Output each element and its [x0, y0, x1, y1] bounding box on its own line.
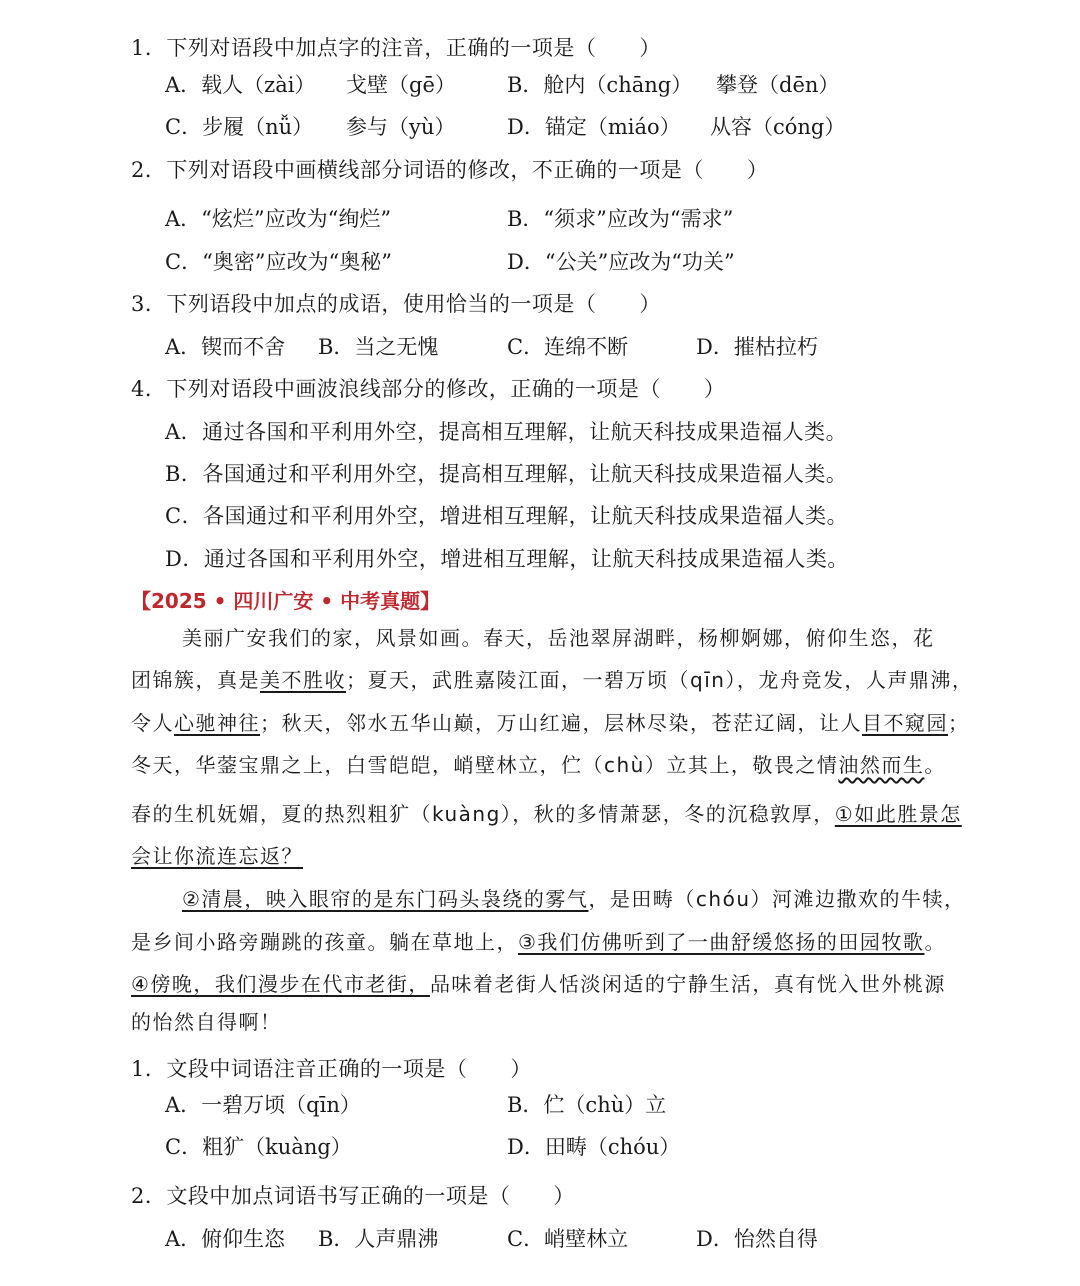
passage-p2-line4: 的怡然自得啊！: [131, 1010, 282, 1034]
q1-option-d2: 从容（cóng）: [710, 115, 846, 139]
passage-p1-line4: 冬天，华蓥宝鼎之上，白雪皑皑，峭壁林立，伫（chù）立其上，敬畏之情油然而生。: [131, 753, 946, 777]
q1-option-c2: 参与（yù）: [346, 115, 456, 139]
question-4-stem: 4．下列对语段中画波浪线部分的修改，正确的一项是（ ）: [131, 377, 726, 401]
s2-q2-option-d: D．怡然自得: [696, 1227, 818, 1251]
q3-option-d: D．摧枯拉朽: [696, 335, 818, 359]
q3-option-a: A．锲而不舍: [165, 335, 286, 359]
q1-option-d: D．锚定（miáo）: [507, 115, 681, 139]
q2-option-a: A．“炫烂”应改为“绚烂”: [165, 207, 392, 231]
s2-q1-option-c: C．粗犷（kuàng）: [165, 1135, 352, 1159]
q1-option-a2: 戈壁（gē）: [346, 73, 456, 97]
section2-question-1-stem: 1．文段中词语注音正确的一项是（ ）: [131, 1057, 532, 1081]
s2-q1-option-d: D．田畴（chóu）: [507, 1135, 681, 1159]
passage-p1-line6: 会让你流连忘返？: [131, 844, 303, 868]
q3-option-b: B．当之无愧: [318, 335, 439, 359]
q4-option-c: C．各国通过和平利用外空，增进相互理解，让航天科技成果造福人类。: [165, 504, 849, 528]
passage-p2-line3: ④傍晚，我们漫步在代市老街，品味着老街人恬淡闲适的宁静生活，真有恍入世外桃源: [131, 972, 946, 996]
q2-option-b: B．“须求”应改为“需求”: [507, 207, 734, 231]
passage-p2-line2: 是乡间小路旁蹦跳的孩童。躺在草地上，③我们仿佛听到了一曲舒缓悠扬的田园牧歌。: [131, 930, 946, 954]
s2-q1-option-a: A．一碧万顷（qīn）: [165, 1093, 361, 1117]
s2-q2-option-a: A．俯仰生恣: [165, 1227, 286, 1251]
q2-option-d: D．“公关”应改为“功关”: [507, 250, 735, 274]
q2-option-c: C．“奥密”应改为“奥秘”: [165, 250, 393, 274]
source-tag: 【2025 • 四川广安 • 中考真题】: [131, 589, 441, 613]
q1-option-b2: 攀登（dēn）: [716, 73, 840, 97]
section2-question-2-stem: 2．文段中加点词语书写正确的一项是（ ）: [131, 1184, 575, 1208]
s2-q1-option-b: B．伫（chù）立: [507, 1093, 667, 1117]
question-1-stem: 1．下列对语段中加点字的注音，正确的一项是（ ）: [131, 36, 661, 60]
s2-q2-option-c: C．峭壁林立: [507, 1227, 629, 1251]
q3-option-c: C．连绵不断: [507, 335, 629, 359]
q1-option-c: C．步履（nǚ）: [165, 115, 314, 139]
q4-option-d: D．通过各国和平利用外空，增进相互理解，让航天科技成果造福人类。: [165, 547, 849, 571]
q4-option-a: A．通过各国和平利用外空，提高相互理解，让航天科技成果造福人类。: [165, 420, 848, 444]
question-3-stem: 3．下列语段中加点的成语，使用恰当的一项是（ ）: [131, 292, 661, 316]
s2-q2-option-b: B．人声鼎沸: [318, 1227, 439, 1251]
question-2-stem: 2．下列对语段中画横线部分词语的修改，不正确的一项是（ ）: [131, 158, 769, 182]
passage-p1-line1: 美丽广安我们的家，风景如画。春天，岳池翠屏湖畔，杨柳婀娜，俯仰生恣，花: [182, 626, 935, 650]
passage-p2-line1: ②清晨，映入眼帘的是东门码头袅绕的雾气，是田畴（chóu）河滩边撒欢的牛犊，: [182, 887, 966, 911]
q1-option-a: A．载人（zài）: [165, 73, 316, 97]
passage-p1-line5: 春的生机妩媚，夏的热烈粗犷（kuàng），秋的多情萧瑟，冬的沉稳敦厚，①如此胜景怎: [131, 802, 962, 826]
q4-option-b: B．各国通过和平利用外空，提高相互理解，让航天科技成果造福人类。: [165, 462, 848, 486]
passage-p1-line2: 团锦簇，真是美不胜收；夏天，武胜嘉陵江面，一碧万顷（qīn），龙舟竞发，人声鼎沸，: [131, 668, 974, 692]
q1-option-b: B．舱内（chāng）: [507, 73, 693, 97]
passage-p1-line3: 令人心驰神往；秋天，邻水五华山巅，万山红遍，层林尽染，苍茫辽阔，让人目不窥园；: [131, 711, 970, 735]
